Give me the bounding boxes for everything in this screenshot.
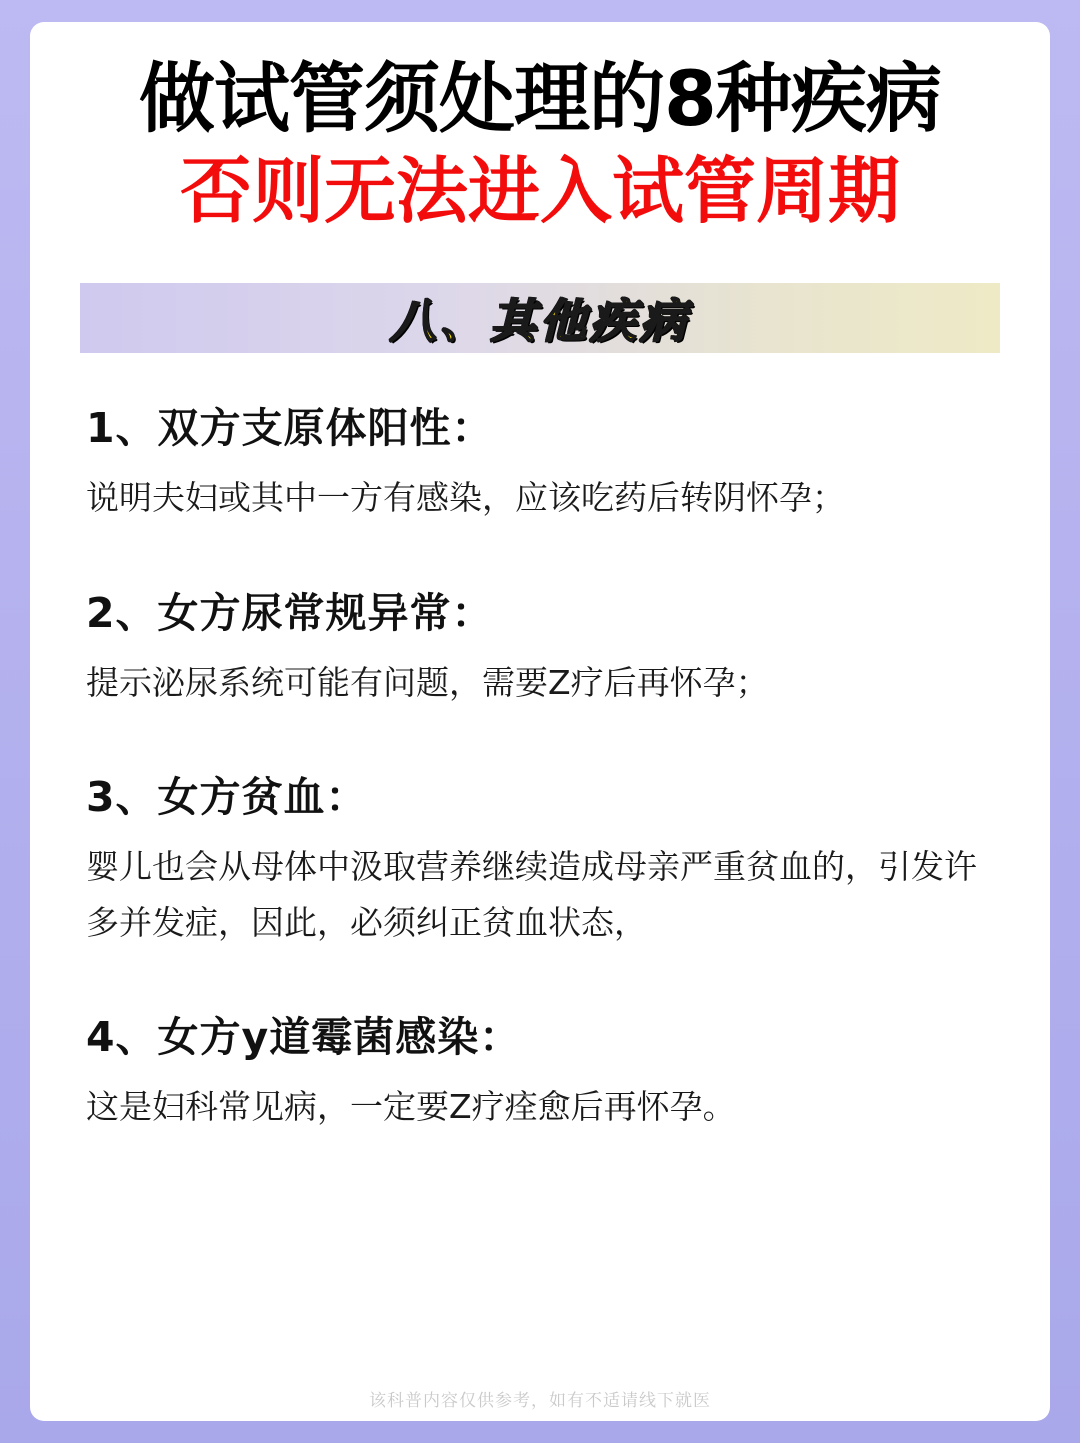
item-heading: 4、女方y道霉菌感染： [86, 1013, 522, 1062]
list-item [86, 1004, 994, 1134]
page-subtitle: 否则无法进入试管周期 [179, 149, 900, 234]
section-banner [80, 283, 1000, 353]
list-item [86, 395, 994, 525]
content-card [30, 22, 1050, 1421]
disclaimer-note: 该科普内容仅供参考，如有不适请线下就医 [369, 1391, 711, 1411]
item-body: 提示泌尿系统可能有问题，需要Z疗后再怀孕； [86, 662, 769, 702]
page-title: 做试管须处理的8种疾病 [139, 54, 941, 143]
item-list [68, 395, 1012, 1134]
item-heading: 2、女方尿常规异常： [86, 588, 494, 637]
item-body: 说明夫妇或其中一方有感染，应该吃药后转阴怀孕； [86, 478, 845, 518]
list-item [86, 764, 994, 950]
section-banner-label: 八、其他疾病 [390, 294, 690, 349]
item-heading: 1、双方支原体阳性： [86, 404, 494, 453]
list-item [86, 580, 994, 710]
item-body: 婴儿也会从母体中汲取营养继续造成母亲严重贫血的，引发许多并发症，因此，必须纠正贫血状态， [86, 847, 977, 942]
item-heading: 3、女方贫血： [86, 773, 368, 822]
item-body: 这是妇科常见病，一定要Z疗痊愈后再怀孕。 [86, 1087, 736, 1127]
